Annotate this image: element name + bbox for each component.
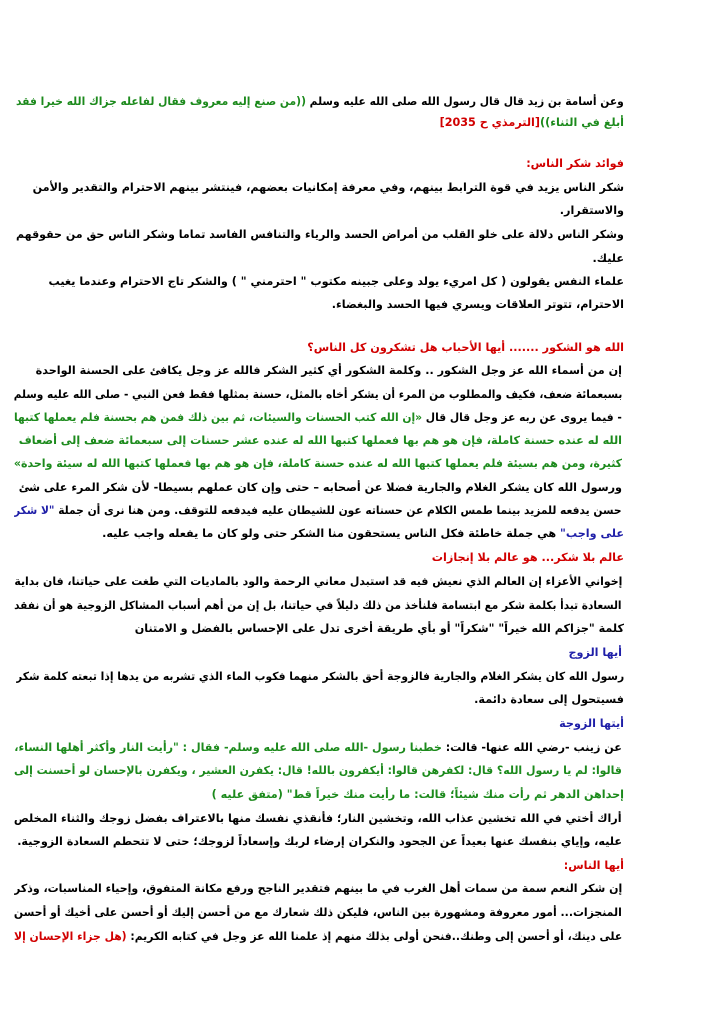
text-line xyxy=(14,763,622,779)
text-segment: أيها الزوج xyxy=(568,646,622,659)
text-segment: قالوا: لم يا رسول الله؟ قال: لكفرهن قالوا: أيكفرون بالله! قال: يكفرن العشير ، ويكفرن بالإحسان لو أحسنت إلى xyxy=(14,764,622,777)
text-line xyxy=(15,598,622,614)
text-segment: إحداهن الدهر ثم رأت منك شيئاً؛ قالت: ما رأيت منك خيراً قط" (متفق عليه ) xyxy=(211,788,624,801)
text-line xyxy=(19,480,622,496)
text-segment: أيتها الزوجة xyxy=(559,717,624,730)
text-segment: رسول الله كان يشكر الغلام والجارية فالزوجة أحق بالشكر منهما فكوب الماء الذي تشربه من يدها إذا تبعته كلمة شكر xyxy=(15,670,624,683)
text-segment: كلمة "جزاكم الله خيراً" "شكراً" أو بأي طريقة أخرى تدل على الإحساس بالفضل و الامتنان xyxy=(134,622,624,635)
text-segment: حسن يدفعه للمزيد بينما طمس الكلام عن حسناته عون للشيطان عليه فيدفعه للتوقف. ومن هنا نرى أن جملة xyxy=(54,504,622,517)
text-line xyxy=(102,526,624,542)
text-segment: إخواني الأعزاء إن العالم الذي نعيش فيه قد استبدل معاني الرحمة والود بالماديات التي طغت على حياتنا، فان بداية xyxy=(13,575,622,588)
text-line xyxy=(14,929,622,945)
text-line xyxy=(559,716,624,732)
text-line xyxy=(564,858,624,874)
text-segment: "لا شكر xyxy=(14,504,55,517)
text-line xyxy=(307,340,624,356)
text-line xyxy=(17,834,622,850)
text-line xyxy=(332,297,624,313)
text-line xyxy=(36,363,622,379)
text-segment: أراك أختي في الله تخشين عذاب الله، وتخشين النار؛ فأنقذي نفسك منها بالاعتراف بفضل زوجك والثناء المخلص xyxy=(14,812,622,825)
text-segment: خطبنا رسول -الله صلى الله عليه وسلم- فقال : "رأيت النار وأكثر أهلها النساء، xyxy=(14,741,443,754)
text-segment: فسيتحول إلى سعادة دائمة. xyxy=(474,693,624,706)
text-line xyxy=(526,156,624,172)
text-segment: علماء النفس يقولون ( كل امريء يولد وعلى جبينه مكتوب " احترمني " ) والشكر تاج الاحترام وعندما يغيب xyxy=(48,275,624,288)
text-segment: عليك. xyxy=(592,252,624,265)
text-line xyxy=(16,94,624,110)
text-segment: - فيما يروى عن ربه عز وجل قال قال xyxy=(422,411,622,424)
text-segment: إن من أسماء الله عز وجل الشكور .. وكلمة الشكور أي كثير الشكر فالله عز وجل يكافئ على الحسنة الواحدة xyxy=(35,364,622,377)
text-segment: الله هو الشكور ....... أيها الأحباب هل تشكرون كل الناس؟ xyxy=(307,341,624,354)
text-segment: والاستقرار. xyxy=(559,204,624,217)
text-segment: ورسول الله كان يشكر الغلام والجارية فضلا عن أصحابه – حتى وإن كان عملهم بسيطا- لأن شكر المرء على شئ xyxy=(18,481,622,494)
text-line xyxy=(212,787,624,803)
text-line xyxy=(560,203,624,219)
text-line xyxy=(14,574,622,590)
text-segment: الاحترام، تتوتر العلاقات ويسري فيها الحسد والبغضاء. xyxy=(331,298,624,311)
text-segment: على دينك، أو أحسن إلى وطنك..فنحن أولى بذلك منهم إذ علمنا الله عز وجل في كتابه الكريم: xyxy=(126,930,622,943)
text-line xyxy=(19,433,622,449)
text-segment: إن شكر النعم سمة من سمات أهل الغرب في ما بينهم فتقدير الناجح ورفع مكانة المتفوق، وإحياء المناسبات، وذكر xyxy=(13,882,622,895)
text-segment: عالم بلا شكر... هو عالم بلا إنجازات xyxy=(431,551,624,564)
text-segment: كثيرة، ومن هم بسيئة فلم يعملها كتبها الله له عنده حسنة كاملة، فإن هو هم بها فعملها كتبها الله له سيئة واحدة» xyxy=(13,457,622,470)
text-line xyxy=(135,621,624,637)
text-segment: ((من صنع إليه معروف فقال لفاعله جزاك الله خيرا فقد xyxy=(16,95,307,108)
text-line xyxy=(474,692,624,708)
text-segment: أيها الناس: xyxy=(563,859,624,872)
text-segment: هي جملة خاطئة فكل الناس يستحقون منا الشكر حتى ولو كان ما يفعله واجب عليه. xyxy=(102,527,561,540)
text-segment: السعادة تبدأ بكلمة شكر مع ابتسامة فلنأخذ من ذلك دليلاً في حياتنا، بل إن من أهم أسباب المشاكل الزوجية هو أن نفقد xyxy=(14,599,622,612)
text-segment: على واجب" xyxy=(560,527,624,540)
text-line xyxy=(14,410,622,426)
text-segment: شكر الناس يزيد في قوة الترابط بينهم، وفي معرفة إمكانيات بعضهم، فينتشر بينهم الاحترام والتقدير والأمن xyxy=(32,181,624,194)
text-line xyxy=(14,905,622,921)
text-line xyxy=(16,227,624,243)
text-line xyxy=(14,503,622,519)
text-segment: وشكر الناس دلالة على خلو القلب من أمراض الحسد والرياء والتنافس الفاسد تماما وشكر الناس حق من حقوقهم xyxy=(16,228,624,241)
text-line xyxy=(432,550,624,566)
text-line xyxy=(14,881,622,897)
text-segment: وعن أسامة بن زيد قال قال رسول الله صلى الله عليه وسلم xyxy=(306,95,624,108)
text-segment: الله له عنده حسنة كاملة، فإن هو هم بها فعملها كتبها الله له عنده عشر حسنات إلى سبعمائة ضعف إلى أضعاف xyxy=(18,434,622,447)
text-segment: (هل جزاء الإحسان إلا xyxy=(13,930,127,943)
text-segment: [الترمذي ح 2035] xyxy=(439,116,540,129)
text-segment: «إن الله كتب الحسنات والسيئات، ثم بين ذلك فمن هم بحسنة فلم يعملها كتبها xyxy=(14,411,423,424)
text-segment: فوائد شكر الناس: xyxy=(526,157,624,170)
text-line xyxy=(14,456,622,472)
text-segment: عليه، وإياي بنفسك عنها بعيداً عن الجحود والنكران إرضاء لربك وإسعاداً لزوجك؛ حتى لا تتحطم السعادة الزوجية. xyxy=(17,835,622,848)
text-line xyxy=(440,115,624,131)
text-line xyxy=(16,669,624,685)
text-line xyxy=(568,645,622,661)
text-line xyxy=(14,740,622,756)
text-line xyxy=(49,274,624,290)
text-segment: بسبعمائة ضعف، فكيف والمطلوب من المرء أن يشكر أخاه بالمثل، حسنة بمثلها فقط فعن النبي - صلى الله عليه وسلم xyxy=(13,388,622,401)
text-line xyxy=(593,251,624,267)
text-line xyxy=(13,387,622,403)
text-segment: عن زينب -رضي الله عنها- قالت: xyxy=(442,741,622,754)
text-segment: أبلغ في الثناء)) xyxy=(540,116,624,129)
text-line xyxy=(33,180,624,196)
text-line xyxy=(14,811,622,827)
text-segment: المنجزات... أمور معروفة ومشهورة بين الناس، فليكن ذلك شعارك مع من أحسن إليك أو أحسن على أخيك أو أحسن xyxy=(14,906,622,919)
